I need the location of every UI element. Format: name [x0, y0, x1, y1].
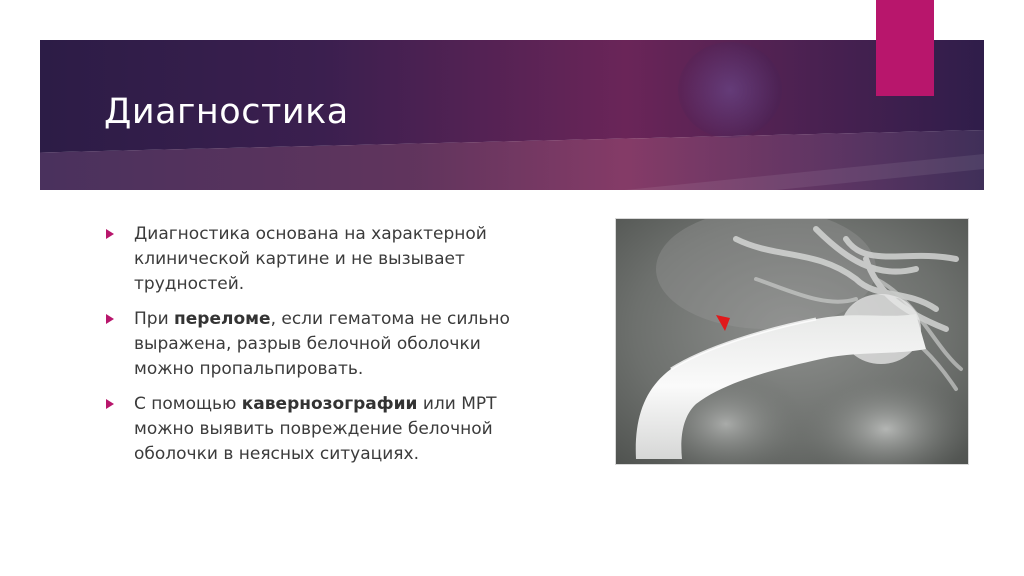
bullet-item	[104, 307, 544, 382]
xray-image	[615, 218, 969, 465]
bullet-bold-term: кавернозографии	[241, 394, 418, 414]
banner-circle-decoration	[678, 42, 782, 138]
accent-tab	[876, 0, 934, 96]
bullet-item	[104, 392, 544, 467]
bullet-text-end: , если гематома не сильно выражена, разрыв белочной оболочки можно пропальпировать.	[134, 309, 510, 379]
bullet-item	[104, 222, 544, 297]
bullet-text-start: С помощью	[134, 394, 242, 414]
triangle-right-icon	[106, 229, 114, 239]
triangle-right-icon	[106, 399, 114, 409]
slide-title: Диагностика	[104, 92, 349, 132]
bullet-text-start: При	[134, 309, 175, 329]
bullet-bold-term: переломе	[174, 309, 271, 329]
triangle-right-icon	[106, 314, 114, 324]
bullet-list	[104, 222, 544, 477]
bullet-text-end: или МРТ можно выявить повреждение белочной оболочки в неясных ситуациях.	[134, 394, 497, 464]
bullet-text: Диагностика основана на характерной клинической картине и не вызывает трудностей.	[134, 224, 487, 294]
